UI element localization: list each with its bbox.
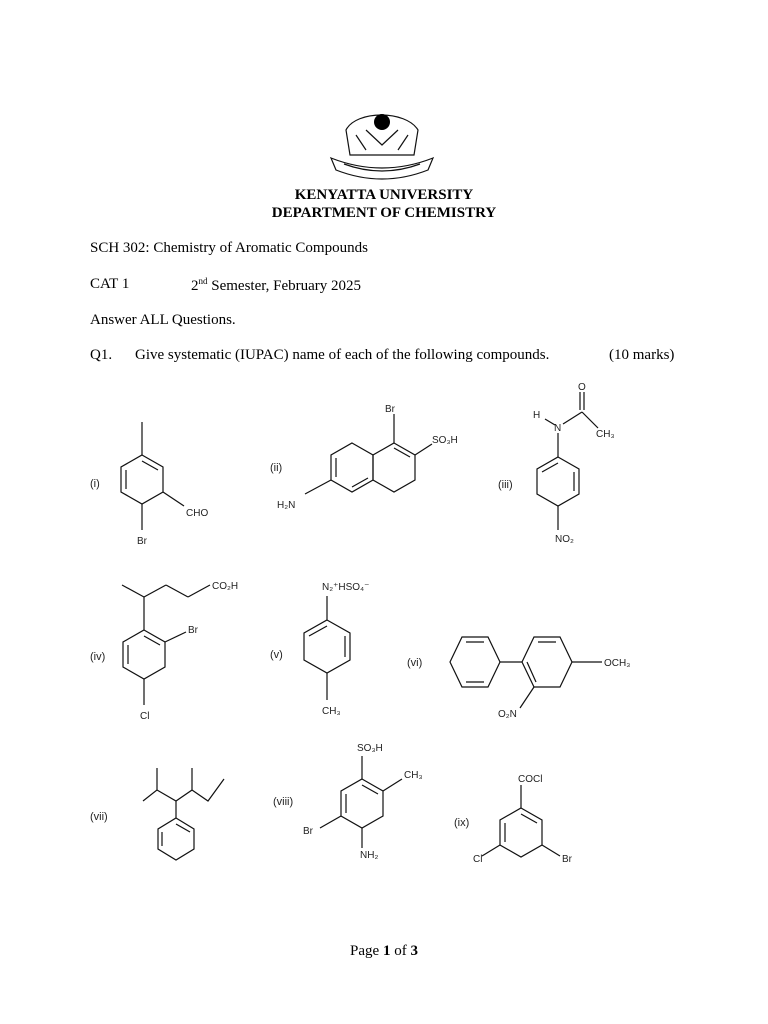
group-ch3: CH₃ [322, 706, 341, 717]
group-cocl: COCl [518, 774, 543, 785]
bond-line [144, 585, 166, 597]
group-h2n: H₂N [277, 500, 296, 511]
bond-line [520, 687, 534, 708]
compound-iv [90, 581, 238, 722]
department-name: DEPARTMENT OF CHEMISTRY [271, 205, 497, 221]
compound-v [270, 582, 369, 717]
university-name: KENYATTA UNIVERSITY [294, 187, 474, 203]
group-br: Br [137, 536, 147, 547]
compound-label-ii: (ii) [270, 462, 283, 474]
compound-label-v: (v) [270, 649, 283, 661]
benzene-ring [304, 620, 350, 673]
bond-line [188, 585, 210, 597]
group-cl: Cl [140, 711, 150, 722]
benzene-ring [341, 779, 383, 828]
bond-line [383, 779, 402, 791]
compound-viii [273, 743, 423, 861]
benzene-ring [123, 630, 165, 679]
compound-ix [454, 774, 573, 865]
bond-line [166, 585, 188, 597]
group-so3h: SO₃H [357, 743, 383, 754]
bond-line [192, 779, 224, 801]
bond-line [122, 585, 144, 597]
semester-info: 2nd Semester, February 2025 [191, 276, 362, 294]
question-number: Q1. [90, 347, 113, 363]
group-och3: OCH₃ [604, 658, 631, 669]
compound-label-ix: (ix) [454, 817, 470, 829]
group-n: N [554, 423, 562, 434]
bond-line [415, 444, 432, 455]
benzene-ring-b [522, 637, 572, 687]
naphthalene-ring-left [331, 443, 373, 492]
compound-label-vii: (vii) [90, 811, 108, 823]
group-diazonium: N₂⁺HSO₄⁻ [322, 582, 370, 593]
group-h: H [533, 410, 541, 421]
group-so3h: SO₃H [432, 435, 458, 446]
group-br: Br [562, 854, 572, 865]
compound-iii [498, 382, 615, 545]
instructions: Answer ALL Questions. [90, 312, 236, 328]
benzene-ring [500, 808, 542, 857]
course-title: SCH 302: Chemistry of Aromatic Compounds [90, 240, 368, 256]
compound-vi [407, 637, 630, 720]
page-footer: Page 1 of 3 [350, 943, 418, 959]
group-cl: Cl [473, 854, 483, 865]
bond-line [527, 662, 536, 682]
compound-label-iv: (iv) [90, 651, 106, 663]
benzene-ring [121, 455, 163, 504]
bond-line [542, 845, 560, 856]
cat-label: CAT 1 [90, 276, 130, 292]
group-br: Br [188, 625, 198, 636]
group-br: Br [385, 404, 395, 415]
group-co2h: CO₂H [212, 581, 239, 592]
group-nh2: NH₂ [360, 850, 379, 861]
compound-label-viii: (viii) [273, 796, 294, 808]
group-ch3: CH₃ [404, 770, 423, 781]
benzene-ring [537, 457, 579, 506]
compound-label-i: (i) [90, 478, 100, 490]
group-ch3: CH₃ [596, 429, 615, 440]
question-text: Give systematic (IUPAC) name of each of the following compounds. [135, 347, 550, 363]
bond-line [482, 845, 500, 856]
compound-vii [90, 768, 224, 860]
bond-line [163, 492, 184, 506]
group-o: O [578, 382, 586, 393]
compound-ii [270, 404, 458, 511]
bond-line [352, 478, 368, 487]
group-o2n: O₂N [498, 709, 517, 720]
bond-line [394, 448, 410, 457]
compound-label-vi: (vi) [407, 657, 423, 669]
benzene-ring-a [450, 637, 500, 687]
bond-line [143, 768, 157, 801]
bond-line [157, 768, 192, 801]
compound-i [90, 422, 208, 547]
group-br: Br [303, 826, 313, 837]
group-no2: NO₂ [555, 534, 574, 545]
bond-line [305, 480, 331, 494]
naphthalene-ring-right [373, 443, 415, 492]
question-marks: (10 marks) [609, 347, 675, 363]
bond-line [309, 626, 327, 636]
bond-line [582, 412, 598, 428]
bond-line [320, 816, 341, 828]
bond-line [165, 632, 186, 642]
compound-label-iii: (iii) [498, 479, 513, 491]
bond-line [563, 412, 582, 424]
group-cho: CHO [186, 508, 209, 519]
